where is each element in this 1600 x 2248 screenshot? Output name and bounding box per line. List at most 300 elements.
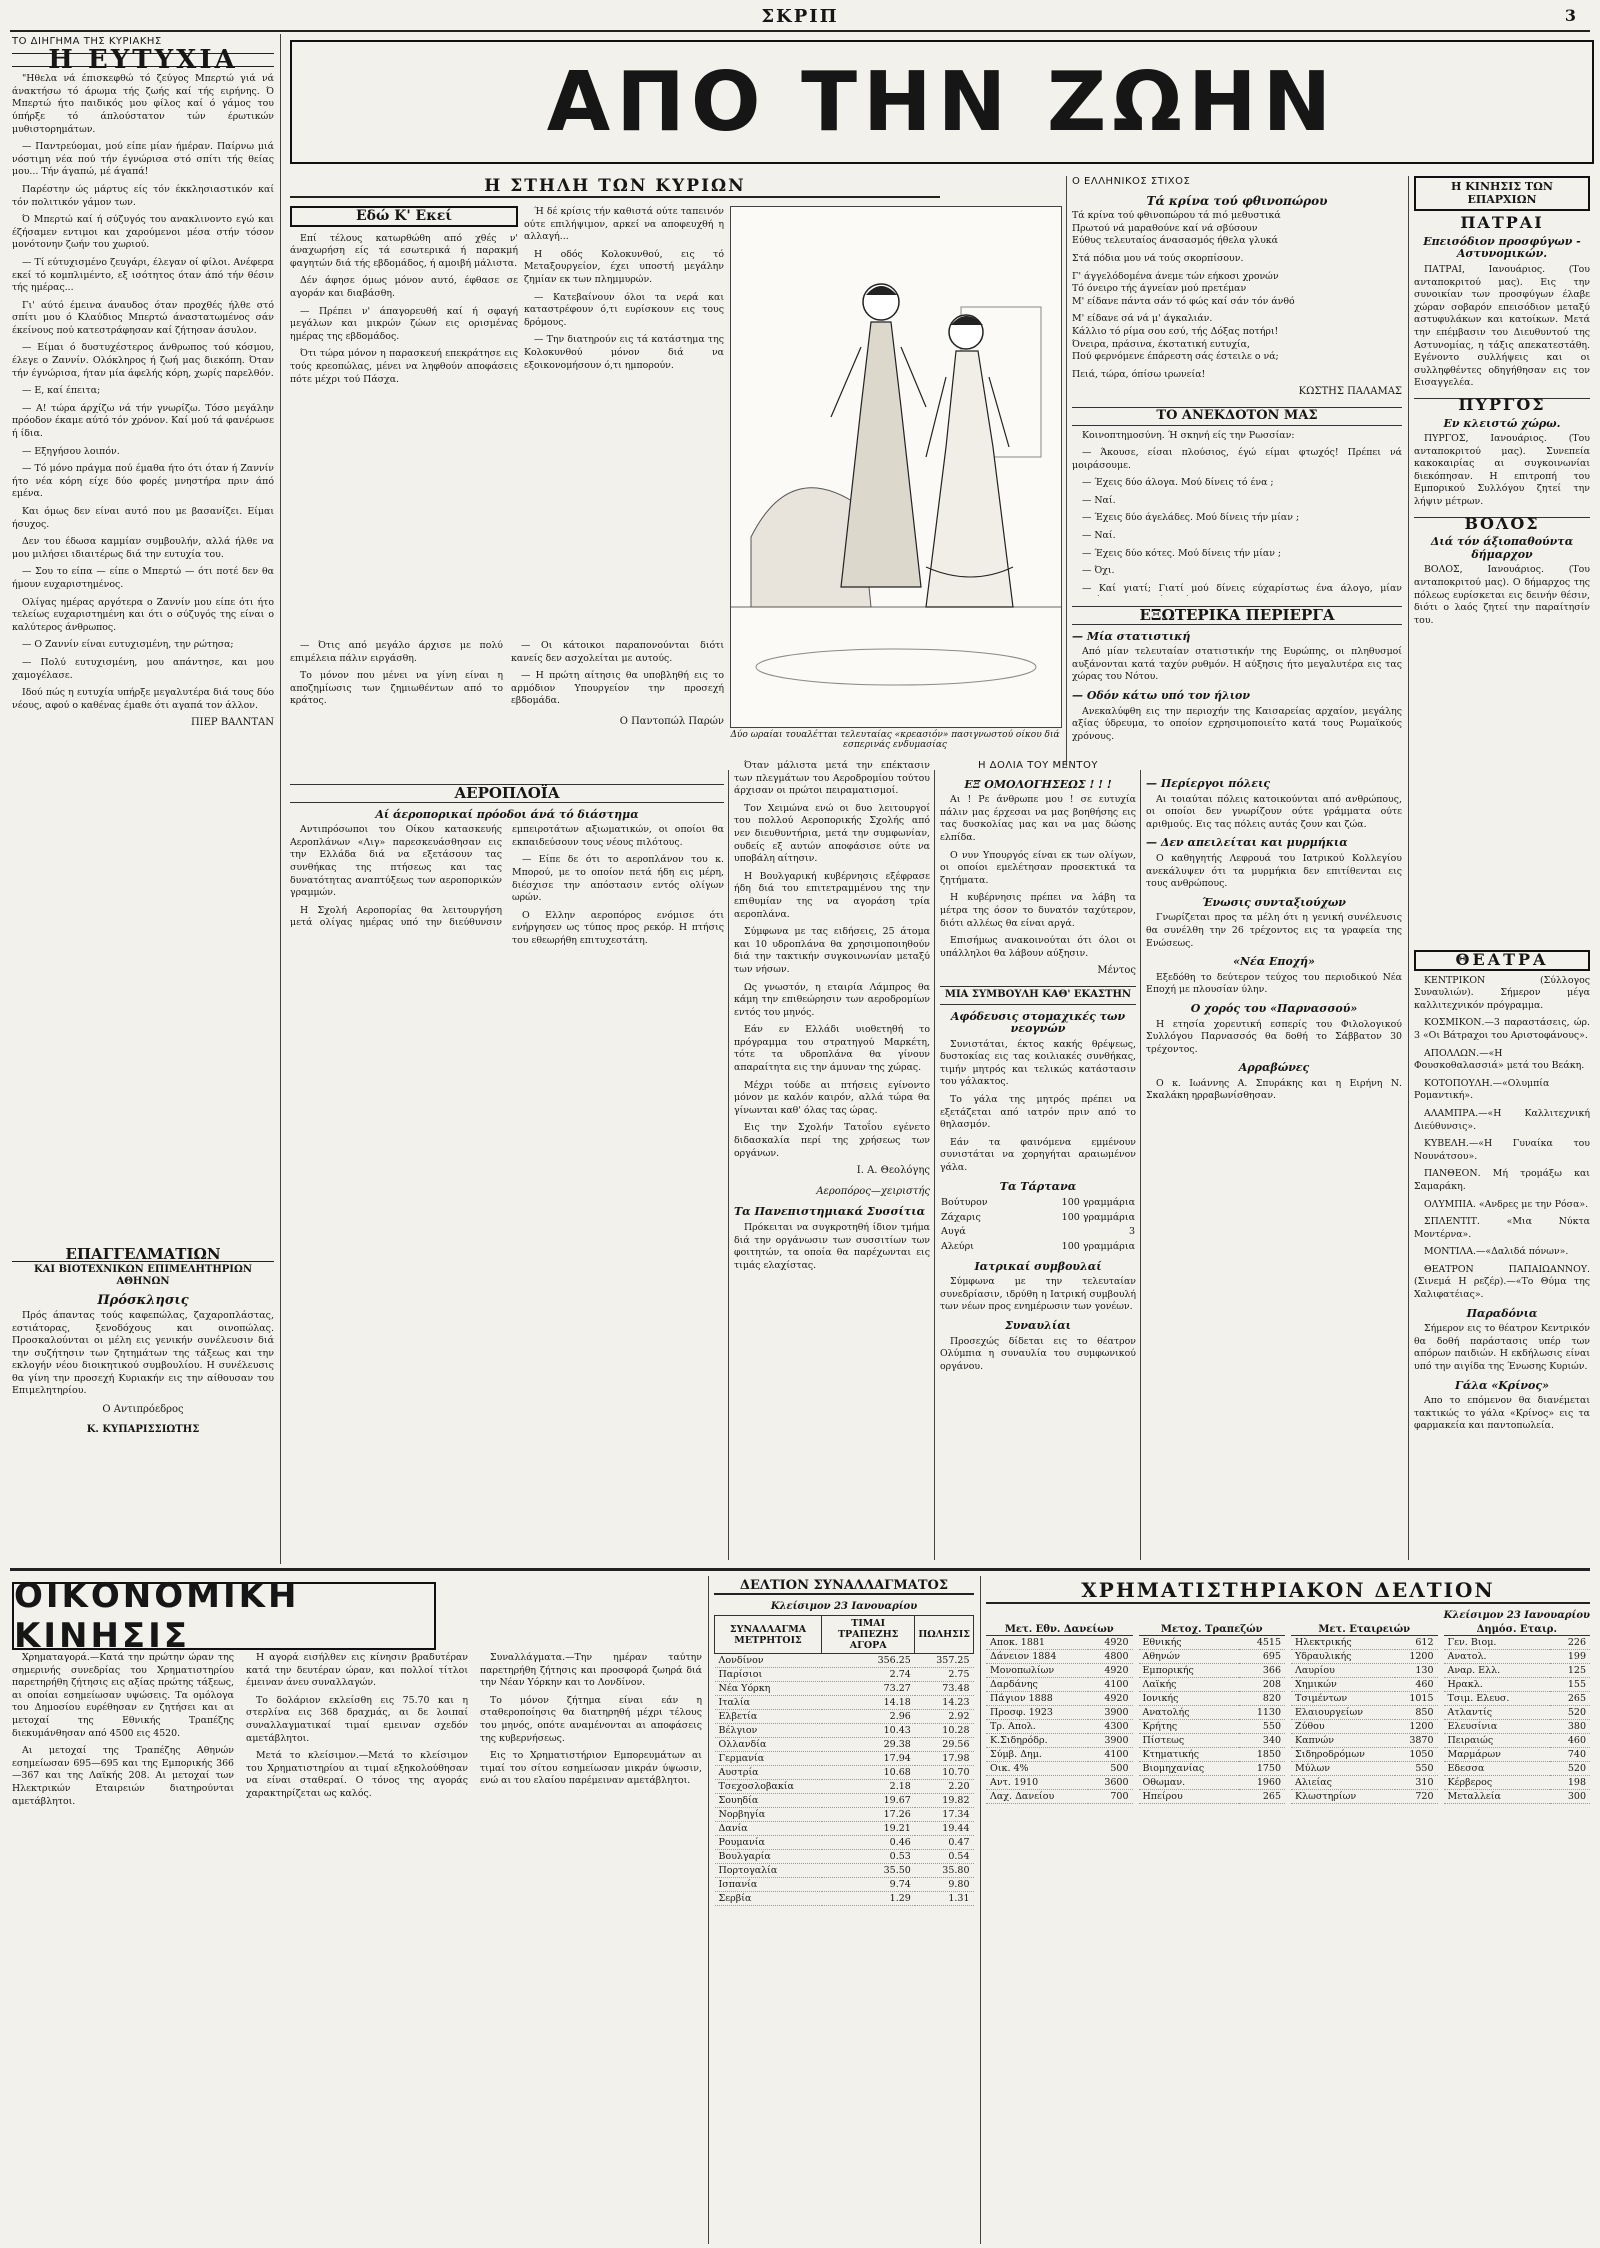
fx-header-cell: ΠΩΛΗΣΙΣ bbox=[915, 1616, 974, 1654]
middle-paragraph: Εάν εν Ελλάδι υιοθετηθή το πρόγραμμα του στρατηγού Μαρκέτη, τότε τα υδροπλάνα θα γίνουν απαραίτητα εις την άμυναν της χώρας. bbox=[734, 1024, 930, 1074]
fx-rate: 9.80 bbox=[915, 1878, 974, 1892]
story-paragraph: — Είμαι ό δυστυχέστερος άνθρωπος τού κόσμου, έλεγε ο Ζαννίν. Ολόκληρος ή ζωή μας διεκόπη. Όταν τήν έγνώρισα, ήταν μία άφελής κόρη, χωρίς παρελθόν. bbox=[12, 342, 274, 379]
market-row bbox=[1291, 1748, 1438, 1762]
market-price: 520 bbox=[1550, 1706, 1590, 1720]
market-row bbox=[986, 1706, 1133, 1720]
fx-rate: 17.26 bbox=[822, 1808, 915, 1822]
theatre-item: ΘΕΑΤΡΟΝ ΠΑΠΑΙΩΑΝΝΟΥ. (Σινεμά Η ρεζέρ).—«Το Θύμα της Χαλιφατέιας». bbox=[1414, 1263, 1590, 1301]
market-row bbox=[986, 1748, 1133, 1762]
fx-row bbox=[715, 1682, 974, 1696]
market-row bbox=[1291, 1734, 1438, 1748]
middle-paragraph: Όταν μάλιστα μετά την επέκτασιν των πλεγμάτων του Αεροδρομίου τούτου άρχισαν οι πρώτοι πειραματισμοί. bbox=[734, 760, 930, 797]
recipe-ingredient: Αυγά bbox=[941, 1226, 966, 1238]
fx-rate: 35.50 bbox=[822, 1864, 915, 1878]
market-price: 265 bbox=[1239, 1790, 1285, 1804]
market-row bbox=[1139, 1748, 1286, 1762]
story-paragraph: — Πολύ ευτυχισμένη, μου απάντησε, και μου χαμογέλασε. bbox=[12, 656, 274, 681]
market-security: Βιομηχανίας bbox=[1139, 1762, 1239, 1776]
market-security: Ηπείρου bbox=[1139, 1790, 1239, 1804]
fx-rate: 19.67 bbox=[822, 1794, 915, 1808]
market-price: 300 bbox=[1550, 1790, 1590, 1804]
anecdote-line: — Έχεις δύο άλογα. Μού δίνεις τό ένα ; bbox=[1082, 477, 1274, 489]
market-row bbox=[1444, 1720, 1591, 1734]
theatre-item: ΜΟΝΤΙΛΑ.—«Δαλιδά πόνων». bbox=[1424, 1246, 1569, 1258]
curious-column bbox=[1146, 772, 1402, 1560]
recipe-table bbox=[940, 1196, 1136, 1254]
curious-title: ΕΞΩΤΕΡΙΚΑ ΠΕΡΙΕΡΓΑ bbox=[1072, 606, 1402, 625]
market-row bbox=[986, 1636, 1133, 1650]
fx-rate: 10.70 bbox=[915, 1766, 974, 1780]
ladies-paragraph: — Ότις από μεγάλο άρχισε με πολύ επιμέλεια πάλιν ειργάσθη. bbox=[290, 640, 503, 664]
market-price: 1015 bbox=[1395, 1692, 1438, 1706]
middle-column bbox=[734, 760, 930, 1560]
recipe-ingredient: Ζάχαρις bbox=[941, 1211, 981, 1223]
banner-title: ΑΠΟ ΤΗΝ ΖΩΗΝ bbox=[546, 54, 1338, 150]
fx-table bbox=[714, 1615, 974, 1906]
market-price: 4300 bbox=[1088, 1720, 1132, 1734]
market-row bbox=[1444, 1678, 1591, 1692]
market-price: 4920 bbox=[1088, 1664, 1132, 1678]
parn-sub: Ο χορός του «Παρνασσού» bbox=[1190, 1001, 1358, 1015]
theatre-item: ΠΑΝΘΕΟΝ. Μή τρομάξω και Σαμαράκη. bbox=[1414, 1168, 1590, 1192]
aero-paragraph: — Είπε δε ότι το αεροπλάνον του κ. Μπορού, με το οποίον πετά ήδη εις μέρη, διέσχισε την απόστασιν εντός ολίγων ωρών. bbox=[512, 854, 724, 904]
fx-currency: Γερμανία bbox=[715, 1752, 822, 1766]
fx-rate: 0.53 bbox=[822, 1850, 915, 1864]
ladies-paragraph: — Πρέπει ν' άπαγορευθή καί ή σφαγή μεγάλων και μικρών ζώων εις ορισμένας ημέρας της εβδομάδος. bbox=[290, 305, 518, 342]
ladies-paragraph: Δέν άφησε όμως μόνον αυτό, έφθασε σε αγοράν και διαβάσθη. bbox=[290, 275, 518, 299]
theatre-item: ΑΠΟΛΛΩΝ.—«Η Φουσκοθαλασσιά» μετά του Βεάκη. bbox=[1414, 1047, 1585, 1072]
market-price: 208 bbox=[1239, 1678, 1285, 1692]
theatres-sub3: Γάλα «Κρίνος» bbox=[1455, 1378, 1549, 1392]
fx-rate: 0.47 bbox=[915, 1836, 974, 1850]
fx-row bbox=[715, 1836, 974, 1850]
nea-sub: «Νέα Εποχή» bbox=[1233, 955, 1315, 969]
market-row bbox=[1444, 1762, 1591, 1776]
market-security: Λαυρίου bbox=[1291, 1664, 1395, 1678]
story-kicker: ΤΟ ΔΙΗΓΗΜΑ ΤΗΣ ΚΥΡΙΑΚΗΣ bbox=[12, 36, 162, 47]
story-paragraph: "Ηθελα νά έπισκεφθώ τό ζεύγος Μπερτώ γιά νά άνακτήσω τό άρωμα τής ζωής καί τής ειρήνης. Ό Μπερτώ ήτο παιδικός μου φίλος καί ό γάμος του ύπήρξε τό άπλούστατον τών έρωτικών μυθιστορημάτων. bbox=[12, 73, 274, 135]
med-col-paragraph: Εάν τα φαινόμενα εμμένουν συνιστάται να χορηγήται αραιωμένον γάλα. bbox=[940, 1136, 1136, 1174]
theatre-item: ΚΟΤΟΠΟΥΛΗ.—«Ολυμπία Ρομαντική». bbox=[1414, 1077, 1550, 1102]
fx-rate: 0.54 bbox=[915, 1850, 974, 1864]
notice-signature-name: Κ. ΚΥΠΑΡΙΣΣΙΩΤΗΣ bbox=[86, 1424, 200, 1435]
market-security: Υδραυλικής bbox=[1291, 1650, 1395, 1664]
ladies-paragraph: Το μόνον που μένει να γίνη είναι η αποζημίωσις των ζημιωθέντων από το κράτος. bbox=[290, 670, 503, 707]
fx-row bbox=[715, 1752, 974, 1766]
poetry-column bbox=[1072, 176, 1402, 596]
market-security: Αλιείας bbox=[1291, 1776, 1395, 1790]
volos-title: ΒΟΛΟΣ bbox=[1414, 517, 1590, 531]
ladies-paragraph: Ή δέ κρίσις τήν καθιστά ούτε ταπεινόν ούτε επιλήψιμον, αρκεί να αποφευχθή η αλλαγή... bbox=[524, 206, 724, 243]
fx-rate: 29.38 bbox=[822, 1738, 915, 1752]
ladies-paragraph: Ότι τώρα μόνον η παρασκευή επεκράτησε εις τούς κρεοπώλας, μένει να ληφθούν αποφάσεις πότε μέχρι τού Πάσχα. bbox=[290, 348, 518, 385]
aero-column bbox=[290, 778, 724, 1558]
story-paragraph: — Εξηγήσου λοιπόν. bbox=[22, 445, 120, 457]
ladies-title: Η ΣΤΗΛΗ ΤΩΝ ΚΥΡΙΩΝ bbox=[290, 176, 940, 198]
market-price: 4515 bbox=[1239, 1636, 1285, 1650]
middle-paragraph: Εις την Σχολήν Τατοΐου εγένετο διδασκαλία περί της χρήσεως των οργάνων. bbox=[734, 1122, 930, 1159]
fx-rate: 2.74 bbox=[822, 1668, 915, 1682]
bottom-rule bbox=[10, 1568, 1590, 1571]
middle-paragraph: Τον Χειμώνα ενώ οι δυο λειτουργοί του πολλού Αεροπορικής Σχολής από νεν διευθυντήρια, μετά την συμφωνίαν, ουδείς εξ αυτών αποφάσισε ούτε να υποβάλη αίτησιν. bbox=[734, 802, 930, 865]
market-price: 3900 bbox=[1088, 1706, 1132, 1720]
top-rule bbox=[10, 30, 1590, 32]
col-rule-2 bbox=[728, 770, 729, 1560]
economy-paragraph: Εις το Χρηματιστήριον Εμπορευμάτων αι τιμαί του σίτου εσημείωσαν μικράν ύψωσιν, ενώ αι του ελαίου παρέμειναν αμετάβλητοι. bbox=[480, 1750, 702, 1787]
fx-currency: Παρίσιοι bbox=[715, 1668, 822, 1682]
fx-rate: 10.28 bbox=[915, 1724, 974, 1738]
fx-rate: 14.18 bbox=[822, 1696, 915, 1710]
market-security: Δαρδάνης bbox=[986, 1678, 1088, 1692]
fx-currency: Νορβηγία bbox=[715, 1808, 822, 1822]
market-row bbox=[986, 1664, 1133, 1678]
theatre-item: ΚΥΒΕΛΗ.—«Η Γυναίκα του Νουνάτσου». bbox=[1414, 1138, 1590, 1162]
market-row bbox=[1291, 1636, 1438, 1650]
patras-sub: Επεισόδιον προσφύγων - Αστυνομικών. bbox=[1423, 234, 1581, 261]
fx-rate: 357.25 bbox=[915, 1654, 974, 1668]
col-rule-4 bbox=[1066, 176, 1067, 766]
fx-row bbox=[715, 1654, 974, 1668]
provinces-title: Η ΚΙΝΗΣΙΣ ΤΩΝ ΕΠΑΡΧΙΩΝ bbox=[1414, 176, 1590, 211]
curious-text: Ανεκαλύφθη εις την περιοχήν της Καισαρείας αρχαίον, μεγάλης αξίας ύδρευμα, το οποίον εχρησιμοποιείτο κατά τους Ρωμαϊκούς χρόνους. bbox=[1072, 705, 1402, 742]
provinces-column bbox=[1414, 176, 1590, 946]
med-col-title: ΜΙΑ ΣΥΜΒΟΥΛΗ ΚΑΘ' ΕΚΑΣΤΗΝ bbox=[940, 986, 1136, 1005]
med-column bbox=[940, 760, 1136, 1560]
middle-paragraph: Η Βουλγαρική κυβέρνησις εξέφρασε ήδη διά του επιτετραμμένου της την επιθυμίαν της να αγοράση τρία αεροπλάνα. bbox=[734, 870, 930, 920]
market-row bbox=[1291, 1678, 1438, 1692]
fx-table-block bbox=[714, 1578, 974, 2238]
market-security: Κ.Σιδηρόδρ. bbox=[986, 1734, 1088, 1748]
middle-subhead: Τα Πανεπιστημιακά Συσσίτια bbox=[734, 1205, 926, 1219]
market-row bbox=[986, 1790, 1133, 1804]
market-price: 700 bbox=[1088, 1790, 1132, 1804]
med-paragraph: Ο νυν Υπουργός είναι εκ των ολίγων, οι οποίοι εμελέτησαν προσεκτικά τα ζητήματα. bbox=[940, 849, 1136, 886]
market-security: Χημικών bbox=[1291, 1678, 1395, 1692]
economy-paragraph: Το μόνον ζήτημα είναι εάν η σταθεροποίησις θα διατηρηθή μέχρι τέλους του μηνός, οπότε αναμένονται αι αποφάσεις της κυβερνήσεως. bbox=[480, 1694, 702, 1744]
med-kicker: Η ΔΟΛΙΑ ΤΟΥ ΜΕΝΤΟΥ bbox=[977, 760, 1098, 771]
fx-rate: 0.46 bbox=[822, 1836, 915, 1850]
recipe-quantity: 100 γραμμάρια bbox=[1061, 1197, 1135, 1209]
economy-paragraph: Αι μετοχαί της Τραπέζης Αθηνών εσημείωσαν 695—695 και της Εμπορικής 366—367 και της Λαϊκής 208. Αι μετοχαί των Ηλεκτρικών Εταιρειών διατηρούνται αμετάβλητοι. bbox=[12, 1745, 234, 1807]
market-security: Αναρ. Ελλ. bbox=[1444, 1664, 1551, 1678]
market-security: Κτηματικής bbox=[1139, 1748, 1239, 1762]
market-row bbox=[986, 1692, 1133, 1706]
market-security: Αντ. 1910 bbox=[986, 1776, 1088, 1790]
fashion-drawing bbox=[731, 207, 1061, 727]
market-security: Κλωστηρίων bbox=[1291, 1790, 1395, 1804]
fx-title: ΔΕΛΤΙΟΝ ΣΥΝΑΛΛΑΓΜΑΤΟΣ bbox=[714, 1578, 974, 1595]
market-price: 550 bbox=[1239, 1720, 1285, 1734]
curious-heading: — Μία στατιστική bbox=[1072, 629, 1191, 643]
story-column bbox=[12, 36, 274, 1246]
market-security: Ανατολ. bbox=[1444, 1650, 1551, 1664]
fx-rate: 17.34 bbox=[915, 1808, 974, 1822]
story-paragraph: Και όμως δεν είναι αυτό που με βασανίζει. Είμαι ήσυχος. bbox=[12, 506, 274, 530]
market-column bbox=[1139, 1624, 1286, 1804]
enosis-sub: Ένωσις συνταξιούχων bbox=[1202, 895, 1346, 909]
enosis-text: Γνωρίζεται προς τα μέλη ότι η γενική συνέλευσις θα συνέλθη την 26 τρέχοντος εις τα γραφεία της Ενώσεως. bbox=[1146, 912, 1402, 949]
market-row bbox=[1444, 1776, 1591, 1790]
notice-heading: Πρόσκλησις bbox=[97, 1292, 189, 1308]
med-col-paragraph: Το γάλα της μητρός πρέπει να εξετάζεται από ιατρόν πριν από το θηλασμόν. bbox=[940, 1094, 1136, 1131]
market-price: 1200 bbox=[1395, 1720, 1438, 1734]
story-paragraph: Ολίγας ημέρας αργότερα ο Ζαννίν μου είπε ότι ήτο τελείως ευχαριστημένη και ότι ο σύζυγός της είναι ο καλύτερος άνθρωπος. bbox=[12, 596, 274, 633]
market-security: Ιονικής bbox=[1139, 1692, 1239, 1706]
market-security: Κέρβερος bbox=[1444, 1776, 1551, 1790]
story-paragraph: — Παντρεύομαι, μού είπε μίαν ήμέραν. Παίρνω μιά νόστιμη νέα πού τήν έγνώρισα στό σπίτι τής θείας μου... Τήν άγαπώ, μέ άγαπά! bbox=[12, 141, 274, 178]
market-security: Τσιμέντων bbox=[1291, 1692, 1395, 1706]
market-security: Σιδηροδρόμων bbox=[1291, 1748, 1395, 1762]
middle-sig-role: Αεροπόρος—χειριστής bbox=[816, 1185, 930, 1197]
col-rule-5 bbox=[1140, 770, 1141, 1560]
market-price: 3900 bbox=[1088, 1734, 1132, 1748]
fx-rate: 9.74 bbox=[822, 1878, 915, 1892]
market-price: 460 bbox=[1550, 1734, 1590, 1748]
fx-row bbox=[715, 1766, 974, 1780]
market-price: 125 bbox=[1550, 1664, 1590, 1678]
page-number: 3 bbox=[1564, 6, 1576, 25]
economy-body bbox=[12, 1652, 702, 2242]
economy-title: ΟΙΚΟΝΟΜΙΚΗ ΚΙΝΗΣΙΣ bbox=[14, 1576, 300, 1656]
market-price: 740 bbox=[1550, 1748, 1590, 1762]
fx-rate: 1.31 bbox=[915, 1892, 974, 1906]
fx-currency: Ρουμανία bbox=[715, 1836, 822, 1850]
middle-signature: Ι. Α. Θεολόγης bbox=[856, 1165, 930, 1177]
anecdote-title: ΤΟ ΑΝΕΚΔΟΤΟΝ ΜΑΣ bbox=[1072, 407, 1402, 426]
market-security: Μαρμάρων bbox=[1444, 1748, 1551, 1762]
market-row bbox=[1444, 1734, 1591, 1748]
pyrgos-sub: Εν κλειστώ χώρω. bbox=[1443, 416, 1561, 430]
col-rule-8 bbox=[980, 1576, 981, 2244]
market-row bbox=[1291, 1720, 1438, 1734]
ladies-paragraph: — Η πρώτη αίτησις θα υποβληθή εις το αρμόδιον Υπουργείον την προσεχή εβδομάδα. bbox=[511, 670, 724, 707]
market-price: 265 bbox=[1550, 1692, 1590, 1706]
story-title: Η ΕΥΤΥΧΙΑ bbox=[12, 53, 274, 68]
market-price: 520 bbox=[1550, 1762, 1590, 1776]
market-row bbox=[1291, 1692, 1438, 1706]
col-rule-7 bbox=[708, 1576, 709, 2244]
ladies-paragraph: — Οι κάτοικοι παραπονούνται διότι κανείς δεν ασχολείται με αυτούς. bbox=[511, 640, 724, 664]
market-row bbox=[1139, 1650, 1286, 1664]
recipe-quantity: 100 γραμμάρια bbox=[1061, 1241, 1135, 1252]
market-price: 155 bbox=[1550, 1678, 1590, 1692]
market-row bbox=[1291, 1762, 1438, 1776]
fx-header-cell: ΣΥΝΑΛΛΑΓΜΑ ΜΕΤΡΗΤΟΙΣ bbox=[715, 1616, 822, 1654]
story-paragraph: Παρέστην ώς μάρτυς είς τόν έκκλησιαστικόν καί τόν πολιτικόν γάμον των. bbox=[12, 183, 274, 208]
market-price: 1200 bbox=[1395, 1650, 1438, 1664]
middle-paragraph: Ως γνωστόν, η εταιρία Λάμπρος θα κάμη την επιθεώρησιν των αεροδρομίων εντός του μηνός. bbox=[734, 981, 930, 1018]
fx-currency: Αυστρία bbox=[715, 1766, 822, 1780]
market-price: 612 bbox=[1395, 1636, 1438, 1650]
market-price: 1050 bbox=[1395, 1748, 1438, 1762]
theatre-item: ΚΟΣΜΙΚΟΝ.—3 παραστάσεις, ώρ. 3 «Οι Βάτραχοι του Αριστοφάνους». bbox=[1414, 1017, 1590, 1041]
fx-currency: Ελβετία bbox=[715, 1710, 822, 1724]
fx-rate: 10.68 bbox=[822, 1766, 915, 1780]
market-row bbox=[1139, 1664, 1286, 1678]
market-security: Εδεσσα bbox=[1444, 1762, 1551, 1776]
patras-text: ΠΑΤΡΑΙ, Ιανουάριος. (Του ανταποκριτού μας). Εις την συνοικίαν των προσφύγων έλαβε χώραν σοβαρόν επεισόδιον μεταξύ αστυφυλάκων και κατοίκων. Μετά την επέμβασιν του Διευθυντού της Αστυνομίας, η τάξις απεκατεστάθη. Εγένοντο συλλήψεις και οι συλληφθέντες οδηγήθησαν εις τον Εισαγγελέα. bbox=[1414, 263, 1590, 389]
fx-row bbox=[715, 1850, 974, 1864]
market-row bbox=[1444, 1790, 1591, 1804]
fx-rate: 29.56 bbox=[915, 1738, 974, 1752]
market-price: 850 bbox=[1395, 1706, 1438, 1720]
pyrgos-text: ΠΥΡΓΟΣ, Ιανουάριος. (Του ανταποκριτού μας). Συνεπεία κακοκαιρίας αι συγκοινωνίαι διεκόπησαν. Η επιτροπή του Εμπορικού Συλλόγου ζητεί την λήψιν μέτρων. bbox=[1414, 433, 1590, 508]
fx-header-cell: ΤΙΜΑΙ ΤΡΑΠΕΖΗΣ ΑΓΟΡΑ bbox=[822, 1616, 915, 1654]
market-price: 550 bbox=[1395, 1762, 1438, 1776]
story-paragraph: — Ε, καί έπειτα; bbox=[22, 385, 101, 397]
market-security: Αποκ. 1881 bbox=[986, 1636, 1088, 1650]
economy-paragraph: Το δολάριον εκλείσθη εις 75.70 και η στερλίνα εις 368 δραχμάς, αι δε λοιπαί συναλλαγματικαί τιμαί εμειναν σχεδόν αμετάβλητοι. bbox=[246, 1694, 468, 1744]
ladies-paragraph: — Την διατηρούν εις τά κατάστημα της Κολοκυνθού μόνον διά να εξοικονομήσουν ό,τι ημπορούν. bbox=[524, 334, 724, 371]
curious-text: Αι τοιαύται πόλεις κατοικούνται από ανθρώπους, οι οποίοι δεν γνωρίζουν ούτε γράμματα ούτε αριθμούς. Εις τας πόλεις αυτάς ζουν και ζώα. bbox=[1146, 793, 1402, 830]
market-security: Πάγιον 1888 bbox=[986, 1692, 1088, 1706]
market-security: Πίστεως bbox=[1139, 1734, 1239, 1748]
market-price: 820 bbox=[1239, 1692, 1285, 1706]
fx-currency: Νέα Υόρκη bbox=[715, 1682, 822, 1696]
fx-row bbox=[715, 1668, 974, 1682]
notice-box bbox=[12, 1245, 274, 1560]
recipe-ingredient: Αλεύρι bbox=[941, 1241, 974, 1252]
aero-paragraph: Αντιπρόσωποι του Οίκου κατασκευής Αεροπλάνων «Λιγ» παρεσκευάσθησαν εις την Ελλάδα διά να εξετάσουν τας συνθήκας της πτήσεως και τας δυνατότητας αναπτύξεως των αεροπορικών γραμμών. bbox=[290, 824, 502, 899]
med-paragraph: Επισήμως ανακοινούται ότι όλοι οι υπάλληλοι θα λάβουν αύξησιν. bbox=[940, 935, 1136, 959]
med-col-sub: Αφόδευσις στομαχικές των νεογνών bbox=[950, 1009, 1126, 1036]
fx-rate: 14.23 bbox=[915, 1696, 974, 1710]
aero-paragraph: Ο Ελλην αεροπόρος ενόμισε ότι ενήργησεν ως τύπος προς ρεκόρ. Η πτήσις του εθεωρήθη επιτυχεστάτη. bbox=[512, 909, 724, 946]
fx-row bbox=[715, 1878, 974, 1892]
med-paragraph: Αι ! Ρε άνθρωπε μου ! σε ευτυχία πάλιν μας έρχεσαι να μας βοηθήσης εις τας δυσκολίας μας και να μας δώσης ελπίδα. bbox=[940, 794, 1136, 843]
fx-rate: 2.18 bbox=[822, 1780, 915, 1794]
parn-text: Η ετησία χορευτική εσπερίς του Φιλολογικού Συλλόγου Παρνασσός θα δοθή το Σάββατον 30 τρέχοντος. bbox=[1146, 1018, 1402, 1055]
market-column bbox=[1291, 1624, 1438, 1804]
market-row bbox=[1139, 1776, 1286, 1790]
story-paragraph: — Τό μόνο πράγμα πού έμαθα ήτο ότι όταν ή Ζαννίν ήτο νέα κόρη είχε δύο φορές μνηστήρα πριν άπό εμένα. bbox=[12, 463, 274, 500]
fx-currency: Λονδίνον bbox=[715, 1654, 822, 1668]
poetry-stanza: Γ' άγγελόδομένα άνεμε τών εήκοσι χρονών Τό όνειρο τής άγνείαν μού πρετέμαν Μ' είδανε πάντα σάν τό φώς καί σάν τόν άνθό bbox=[1072, 270, 1295, 307]
market-security: Τσιμ. Ελευσ. bbox=[1444, 1692, 1551, 1706]
theatre-item: ΑΛΑΜΠΡΑ.—«Η Καλλιτεχνική Διεύθυνσις». bbox=[1414, 1107, 1590, 1132]
poetry-kicker: Ο ΕΛΛΗΝΙΚΟΣ ΣΤΙΧΟΣ bbox=[1072, 176, 1191, 187]
synax-sub: Συναυλίαι bbox=[1005, 1318, 1071, 1332]
theatres-text3: Απο το επόμενον θα διανέμεται τακτικώς το γάλα «Κρίνος» εις τα φαρμακεία και παντοπωλεία. bbox=[1414, 1395, 1590, 1432]
fx-rate: 35.80 bbox=[915, 1864, 974, 1878]
story-paragraph: — Τί εύτυχισμένο ζευγάρι, έλεγαν οί φίλοι. Ανέφερα εκεί τό κομπλιμέντο, εξ ισότητος όταν άπό τήν θέσιν τής ημέρας... bbox=[12, 256, 274, 294]
arr-sub: Αρραβώνες bbox=[1238, 1061, 1310, 1075]
fx-currency: Ισπανία bbox=[715, 1878, 822, 1892]
market-security: Ηρακλ. bbox=[1444, 1678, 1551, 1692]
recipe-row bbox=[940, 1196, 1136, 1211]
market-row bbox=[1291, 1776, 1438, 1790]
anecdote-line: — Ναί. bbox=[1082, 530, 1116, 542]
banner-box bbox=[290, 40, 1594, 164]
fx-rate: 356.25 bbox=[822, 1654, 915, 1668]
market-row bbox=[986, 1650, 1133, 1664]
curious-heading: — Οδόν κάτω υπό τον ήλιον bbox=[1072, 688, 1251, 702]
market-price: 1850 bbox=[1239, 1748, 1285, 1762]
fx-rate: 73.48 bbox=[915, 1682, 974, 1696]
fx-currency: Σερβία bbox=[715, 1892, 822, 1906]
fx-row bbox=[715, 1808, 974, 1822]
market-security: Μύλων bbox=[1291, 1762, 1395, 1776]
notice-body: Πρός άπαντας τούς καφεπώλας, ζαχαροπλάστας, εστιάτορας, ξενοδόχους και οινοπώλας. Προσκαλούνται οι μέλη εις γενικήν συνέλευσιν διά την συζήτησιν των ζητημάτων της τάξεως και την εκλογήν νέου διοικητικού συμβουλίου. Η συνέλευσις θα γίνη την προσεχή Κυριακήν εις την αίθουσαν του Επιμελητηρίου. bbox=[12, 1310, 274, 1396]
col-rule-3 bbox=[934, 770, 935, 1560]
market-security: Δάνειον 1884 bbox=[986, 1650, 1088, 1664]
volos-sub: Διά τόν άξιοπαθούντα δήμαρχον bbox=[1430, 535, 1574, 561]
fx-currency: Βουλγαρία bbox=[715, 1850, 822, 1864]
fx-row bbox=[715, 1710, 974, 1724]
anecdote-line: — Ναί. bbox=[1082, 494, 1116, 506]
recipe-title: Τα Τάρτανα bbox=[999, 1179, 1077, 1193]
market-price: 4920 bbox=[1088, 1636, 1132, 1650]
recipe-row bbox=[940, 1240, 1136, 1255]
market-row bbox=[1139, 1720, 1286, 1734]
fx-rate: 2.96 bbox=[822, 1710, 915, 1724]
aero-sub: Αί άεροπορικαί πρόοδοι άνά τό διάστημα bbox=[375, 807, 639, 821]
market-row bbox=[986, 1720, 1133, 1734]
middle-paragraph: Σύμφωνα με τας ειδήσεις, 25 άτομα και 10 υδροπλάνα θα χρησιμοποιηθούν διά την τακτικήν συγκοινωνίαν μεταξύ των νήσων. bbox=[734, 926, 930, 975]
middle-extra: Πρόκειται να συγκροτηθή ίδιον τμήμα διά την οργάνωσιν των συσσιτίων των φοιτητών, τα οποία θα παρέχωνται εις τιμάς ελαχίστας. bbox=[734, 1222, 930, 1271]
pyrgos-title: ΠΥΡΓΟΣ bbox=[1414, 398, 1590, 412]
poetry-stanza: Στά πόδια μου νά τούς σκορπίσουν. bbox=[1072, 252, 1244, 264]
market-row bbox=[1444, 1664, 1591, 1678]
fx-rate: 2.92 bbox=[915, 1710, 974, 1724]
fx-rate: 19.82 bbox=[915, 1794, 974, 1808]
theatre-item: ΚΕΝΤΡΙΚΟΝ (Σύλλογος Συναυλιών). Σήμερον μέγα καλλιτεχνικόν πρόγραμμα. bbox=[1414, 974, 1590, 1011]
poetry-title: Τά κρίνα τού φθινοπώρου bbox=[1146, 193, 1328, 208]
story-body bbox=[12, 73, 274, 712]
market-price: 4920 bbox=[1088, 1692, 1132, 1706]
fx-rate: 2.75 bbox=[915, 1668, 974, 1682]
recipe-ingredient: Βούτυρον bbox=[941, 1197, 988, 1209]
market-column-head: Μετοχ. Τραπεζών bbox=[1139, 1624, 1286, 1636]
market-security: Μεταλλεία bbox=[1444, 1790, 1551, 1804]
story-paragraph: Ιδού πώς η ευτυχία υπήρξε μεγαλυτέρα διά τους δύο νέους, αφού ο καθένας έμαθε ότι αγαπά τον άλλον. bbox=[12, 687, 274, 711]
economy-paragraph: Μετά το κλείσιμον.—Μετά το κλείσιμον του Χρηματιστηρίου αι τιμαί εξηκολούθησαν να είναι σταθεραί. Ο τόνος της αγοράς χαρακτηρίζεται ως καλός. bbox=[246, 1750, 468, 1799]
fx-rate: 1.29 bbox=[822, 1892, 915, 1906]
market-price: 1750 bbox=[1239, 1762, 1285, 1776]
fx-currency: Πορτογαλία bbox=[715, 1864, 822, 1878]
market-row bbox=[1139, 1678, 1286, 1692]
fx-rate: 73.27 bbox=[822, 1682, 915, 1696]
market-row bbox=[1444, 1636, 1591, 1650]
aero-title: ΑΕΡΟΠΛΟΪΑ bbox=[290, 784, 724, 803]
market-security: Αθηνών bbox=[1139, 1650, 1239, 1664]
market-security: Εθνικής bbox=[1139, 1636, 1239, 1650]
iatr-sub: Ιατρικαί συμβουλαί bbox=[974, 1259, 1102, 1273]
masthead bbox=[0, 6, 1600, 28]
theatres-title: ΘΕΑΤΡΑ bbox=[1414, 950, 1590, 971]
market-price: 1960 bbox=[1239, 1776, 1285, 1790]
fx-currency: Δανία bbox=[715, 1822, 822, 1836]
med-paragraph: Η κυβέρνησις πρέπει να λάβη τα μέτρα της όσον το δυνατόν ταχύτερον, διότι αλλέως θα είναι αργά. bbox=[940, 892, 1136, 929]
economy-paragraph: Χρηματαγορά.—Κατά την πρώτην ώραν της σημερινής συνεδρίας του Χρηματιστηρίου παρετηρήθη ζήτησις εις αξίας πρώτης τάξεως, αι οποίαι εσημείωσαν υψώσεις. Τα ομόλογα του Δημοσίου ευρέθησαν εν ζητήσει και αι μετοχαί της Εθνικής Τραπέζης διεκυμάνθησαν από 4500 εις 4520. bbox=[12, 1652, 234, 1739]
market-price: 4100 bbox=[1088, 1748, 1132, 1762]
story-paragraph: — Σου το είπα — είπε ο Μπερτώ — ότι ποτέ δεν θα ήμουν ευχαριστημένος. bbox=[12, 566, 274, 590]
story-paragraph: Ό Μπερτώ καί ή σύζυγός του ανακλινοντο εγώ και έζήσαμεν εντιμοι και χαρούμενοι μέσα στήν τόσον μονότονην ζωήν του χωριού. bbox=[12, 214, 274, 251]
ladies-paragraph: — Κατεβαίνουν όλοι τα νερά και καταστρέφουν ό,τι ευρίσκουν εις τους δρόμους. bbox=[524, 291, 724, 328]
story-paragraph: — Α! τώρα άρχίζω νά τήν γνωρίζω. Τόσο μεγάλην πρόοδον έκαμε αύτό τόν χρόνον. Καί μού τά φανέρωσε ή ίδια. bbox=[12, 402, 274, 440]
market-security: Πειραιώς bbox=[1444, 1734, 1551, 1748]
fashion-illustration bbox=[730, 206, 1062, 728]
middle-paragraph: Μέχρι τούδε αι πτήσεις εγίνοντο μόνον με καλόν καιρόν, αλλά τώρα θα γίνωνται καθ' όλας τας ώρας. bbox=[734, 1079, 930, 1116]
theatres-text2: Σήμερον εις το θέατρον Κεντρικόν θα δοθή παράστασις υπέρ των απόρων παιδιών. Η εκδήλωσις είναι υπό την αιγίδα της Ένωσης Κυριών. bbox=[1414, 1323, 1590, 1373]
ladies-column-b bbox=[524, 206, 724, 636]
market-row bbox=[1291, 1706, 1438, 1720]
anecdote-line: — Έχεις δύο κότες. Μού δίνεις τήν μίαν ; bbox=[1082, 547, 1282, 559]
fx-currency: Τσεχοσλοβακία bbox=[715, 1780, 822, 1794]
fx-date: Κλείσιμον 23 Ιανουαρίου bbox=[770, 1601, 918, 1612]
recipe-quantity: 100 γραμμάρια bbox=[1061, 1211, 1135, 1223]
market-price: 198 bbox=[1550, 1776, 1590, 1790]
